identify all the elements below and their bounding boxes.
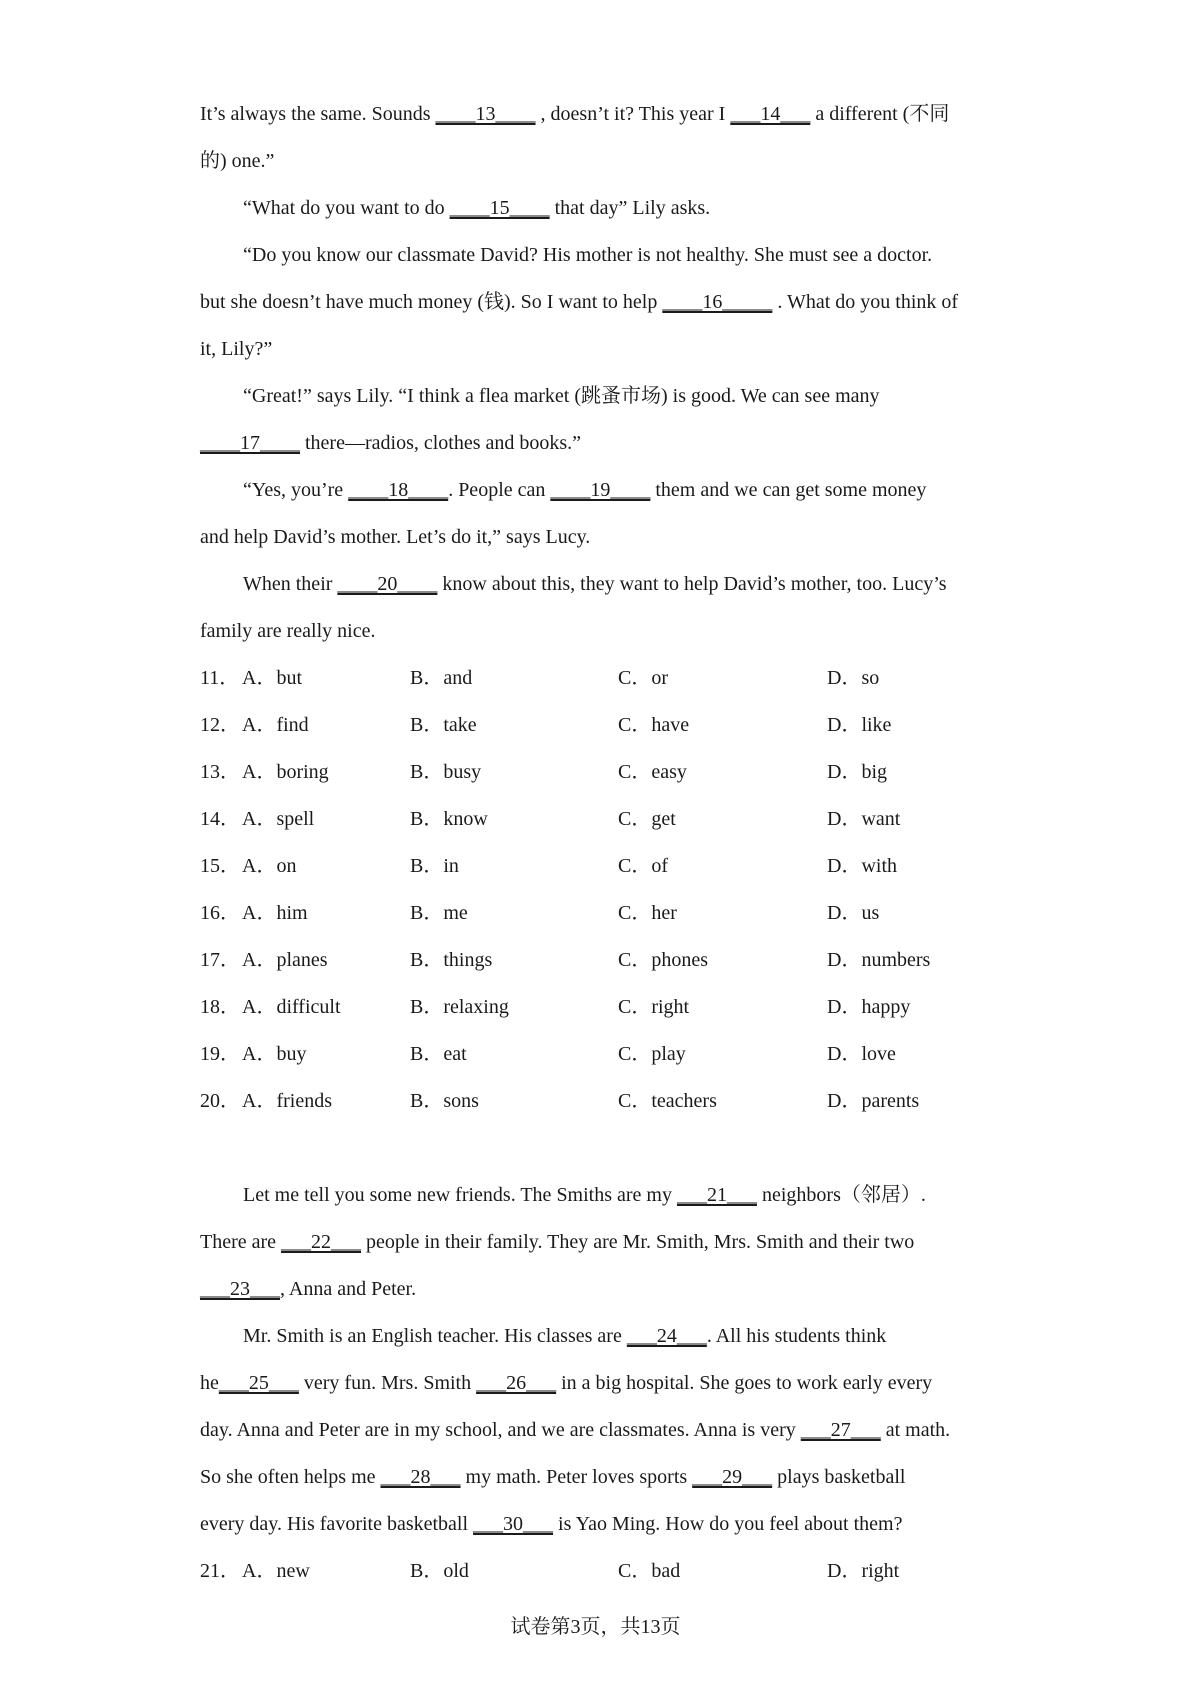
blank-13: ____13____ bbox=[435, 103, 536, 125]
option-c[interactable]: C．have bbox=[618, 714, 690, 736]
text: “What do you want to do bbox=[243, 197, 450, 219]
passage1-line-8 bbox=[200, 428, 1000, 458]
text: When their bbox=[243, 573, 338, 595]
question-row-18 bbox=[200, 992, 1000, 1022]
text: “Yes, you’re bbox=[243, 479, 349, 501]
passage2-line-4 bbox=[243, 1321, 1043, 1351]
option-b[interactable]: B．things bbox=[410, 949, 493, 971]
passage2-line-8 bbox=[200, 1509, 1000, 1539]
option-d[interactable]: D．want bbox=[827, 808, 901, 830]
option-d[interactable]: D．big bbox=[827, 761, 887, 783]
text: . People can bbox=[448, 479, 551, 501]
question-number: 15． bbox=[200, 855, 240, 877]
option-b[interactable]: B．know bbox=[410, 808, 488, 830]
text: that day” Lily asks. bbox=[549, 197, 711, 219]
option-a[interactable]: A．him bbox=[242, 902, 308, 924]
text: , Anna and Peter. bbox=[280, 1278, 417, 1300]
option-a[interactable]: A．but bbox=[242, 667, 302, 689]
option-c[interactable]: C．get bbox=[618, 808, 676, 830]
passage1-line-1 bbox=[200, 99, 1000, 129]
blank-27: ___27___ bbox=[800, 1419, 881, 1441]
page-footer: 试卷第3页，共13页 bbox=[510, 1616, 681, 1638]
option-d[interactable]: D．so bbox=[827, 667, 880, 689]
text: them and we can get some money bbox=[650, 479, 927, 501]
passage1-line-12 bbox=[200, 616, 1000, 646]
question-number: 18． bbox=[200, 996, 240, 1018]
text: So she often helps me bbox=[200, 1466, 381, 1488]
text: and help David’s mother. Let’s do it,” says Lucy. bbox=[200, 526, 591, 548]
blank-24: ___24___ bbox=[626, 1325, 707, 1347]
question-number: 13． bbox=[200, 761, 240, 783]
passage2-line-1 bbox=[243, 1180, 1043, 1210]
question-row-14 bbox=[200, 804, 1000, 834]
option-b[interactable]: B．in bbox=[410, 855, 459, 877]
option-c[interactable]: C．phones bbox=[618, 949, 708, 971]
text: “Great!” says Lily. “I think a flea market (跳蚤市场) is good. We can see many bbox=[243, 385, 880, 407]
text: . What do you think of bbox=[772, 291, 959, 313]
text: in a big hospital. She goes to work early every bbox=[556, 1372, 933, 1394]
passage2-line-2 bbox=[200, 1227, 1000, 1257]
text: day. Anna and Peter are in my school, and we are classmates. Anna is very bbox=[200, 1419, 801, 1441]
blank-19: ____19____ bbox=[550, 479, 651, 501]
text: It’s always the same. Sounds bbox=[200, 103, 436, 125]
option-b[interactable]: B．and bbox=[410, 667, 473, 689]
option-b[interactable]: B．me bbox=[410, 902, 468, 924]
option-a[interactable]: A．friends bbox=[242, 1090, 332, 1112]
option-a[interactable]: A．difficult bbox=[242, 996, 341, 1018]
blank-23: ___23___ bbox=[200, 1278, 280, 1300]
question-number: 20． bbox=[200, 1090, 240, 1112]
text: neighbors（邻居）. bbox=[756, 1184, 926, 1206]
blank-18: ____18____ bbox=[348, 479, 449, 501]
question-number: 21． bbox=[200, 1560, 240, 1582]
question-row-15 bbox=[200, 851, 1000, 881]
text: , doesn’t it? This year I bbox=[535, 103, 731, 125]
blank-15: ____15____ bbox=[449, 197, 550, 219]
blank-20: ____20____ bbox=[337, 573, 438, 595]
passage2-line-7 bbox=[200, 1462, 1000, 1492]
passage1-line-10 bbox=[200, 522, 1000, 552]
text: know about this, they want to help David’s mother, too. Lucy’s bbox=[437, 573, 947, 595]
blank-29: ___29___ bbox=[692, 1466, 773, 1488]
passage1-line-5 bbox=[200, 287, 1000, 317]
text: but she doesn’t have much money (钱). So I want to help bbox=[200, 291, 663, 313]
question-row-13 bbox=[200, 757, 1000, 787]
option-a[interactable]: A．buy bbox=[242, 1043, 307, 1065]
blank-21: ___21___ bbox=[676, 1184, 757, 1206]
option-c[interactable]: C．or bbox=[618, 667, 668, 689]
option-b[interactable]: B．eat bbox=[410, 1043, 467, 1065]
option-a[interactable]: A．find bbox=[242, 714, 309, 736]
passage1-line-9 bbox=[243, 475, 1043, 505]
question-row-19 bbox=[200, 1039, 1000, 1069]
question-row-11 bbox=[200, 663, 1000, 693]
question-row-16 bbox=[200, 898, 1000, 928]
text: 的) one.” bbox=[200, 150, 275, 172]
option-c[interactable]: C．teachers bbox=[618, 1090, 717, 1112]
text: is Yao Ming. How do you feel about them? bbox=[553, 1513, 903, 1535]
passage2-line-3 bbox=[200, 1274, 1000, 1304]
option-c[interactable]: C．her bbox=[618, 902, 677, 924]
text: there—radios, clothes and books.” bbox=[300, 432, 582, 454]
blank-25: ___25___ bbox=[218, 1372, 299, 1394]
option-d[interactable]: D．numbers bbox=[827, 949, 931, 971]
option-b[interactable]: B．take bbox=[410, 714, 477, 736]
text: people in their family. They are Mr. Smith, Mrs. Smith and their two bbox=[361, 1231, 915, 1253]
blank-16: ____16_____ bbox=[662, 291, 773, 313]
option-d[interactable]: D．us bbox=[827, 902, 880, 924]
text: “Do you know our classmate David? His mother is not healthy. She must see a doctor. bbox=[243, 244, 933, 266]
option-c[interactable]: C．play bbox=[618, 1043, 686, 1065]
option-c[interactable]: C．bad bbox=[618, 1560, 681, 1582]
text: plays basketball bbox=[772, 1466, 906, 1488]
question-row-21 bbox=[200, 1556, 1000, 1586]
text: very fun. Mrs. Smith bbox=[298, 1372, 477, 1394]
text: at math. bbox=[880, 1419, 951, 1441]
option-b[interactable]: B．busy bbox=[410, 761, 482, 783]
blank-26: ___26___ bbox=[476, 1372, 557, 1394]
text: . All his students think bbox=[706, 1325, 887, 1347]
passage1-line-2 bbox=[200, 146, 1000, 176]
question-number: 11． bbox=[200, 667, 240, 689]
passage1-line-6 bbox=[200, 334, 1000, 364]
passage2-line-6 bbox=[200, 1415, 1000, 1445]
text: my math. Peter loves sports bbox=[460, 1466, 693, 1488]
passage2-line-5 bbox=[200, 1368, 1000, 1398]
text: every day. His favorite basketball bbox=[200, 1513, 474, 1535]
text: it, Lily?” bbox=[200, 338, 273, 360]
question-number: 17． bbox=[200, 949, 240, 971]
text: family are really nice. bbox=[200, 620, 376, 642]
option-b[interactable]: B．relaxing bbox=[410, 996, 509, 1018]
blank-14: ___14___ bbox=[730, 103, 811, 125]
option-c[interactable]: C．easy bbox=[618, 761, 687, 783]
option-d[interactable]: D．happy bbox=[827, 996, 911, 1018]
passage1-line-4 bbox=[243, 240, 1043, 270]
option-a[interactable]: A．spell bbox=[242, 808, 315, 830]
option-d[interactable]: D．love bbox=[827, 1043, 896, 1065]
option-d[interactable]: D．right bbox=[827, 1560, 900, 1582]
question-row-12 bbox=[200, 710, 1000, 740]
blank-22: ___22___ bbox=[281, 1231, 362, 1253]
option-b[interactable]: B．sons bbox=[410, 1090, 479, 1112]
text: Let me tell you some new friends. The Smiths are my bbox=[243, 1184, 677, 1206]
option-a[interactable]: A．planes bbox=[242, 949, 328, 971]
question-number: 19． bbox=[200, 1043, 240, 1065]
passage1-line-7 bbox=[243, 381, 1043, 411]
option-c[interactable]: C．of bbox=[618, 855, 668, 877]
text: he bbox=[200, 1372, 219, 1394]
option-d[interactable]: D．with bbox=[827, 855, 897, 877]
question-row-17 bbox=[200, 945, 1000, 975]
question-number: 16． bbox=[200, 902, 240, 924]
passage1-line-11 bbox=[243, 569, 1043, 599]
text: Mr. Smith is an English teacher. His classes are bbox=[243, 1325, 627, 1347]
passage1-line-3 bbox=[243, 193, 1043, 223]
option-c[interactable]: C．right bbox=[618, 996, 690, 1018]
option-a[interactable]: A．boring bbox=[242, 761, 329, 783]
text: a different (不同 bbox=[810, 103, 950, 125]
option-a[interactable]: A．new bbox=[242, 1560, 310, 1582]
option-d[interactable]: D．parents bbox=[827, 1090, 920, 1112]
option-b[interactable]: B．old bbox=[410, 1560, 469, 1582]
option-a[interactable]: A．on bbox=[242, 855, 297, 877]
question-number: 12． bbox=[200, 714, 240, 736]
text: There are bbox=[200, 1231, 282, 1253]
blank-30: ___30___ bbox=[473, 1513, 554, 1535]
question-number: 14． bbox=[200, 808, 240, 830]
option-d[interactable]: D．like bbox=[827, 714, 892, 736]
question-row-20 bbox=[200, 1086, 1000, 1116]
blank-28: ___28___ bbox=[380, 1466, 461, 1488]
blank-17: ____17____ bbox=[200, 432, 300, 454]
